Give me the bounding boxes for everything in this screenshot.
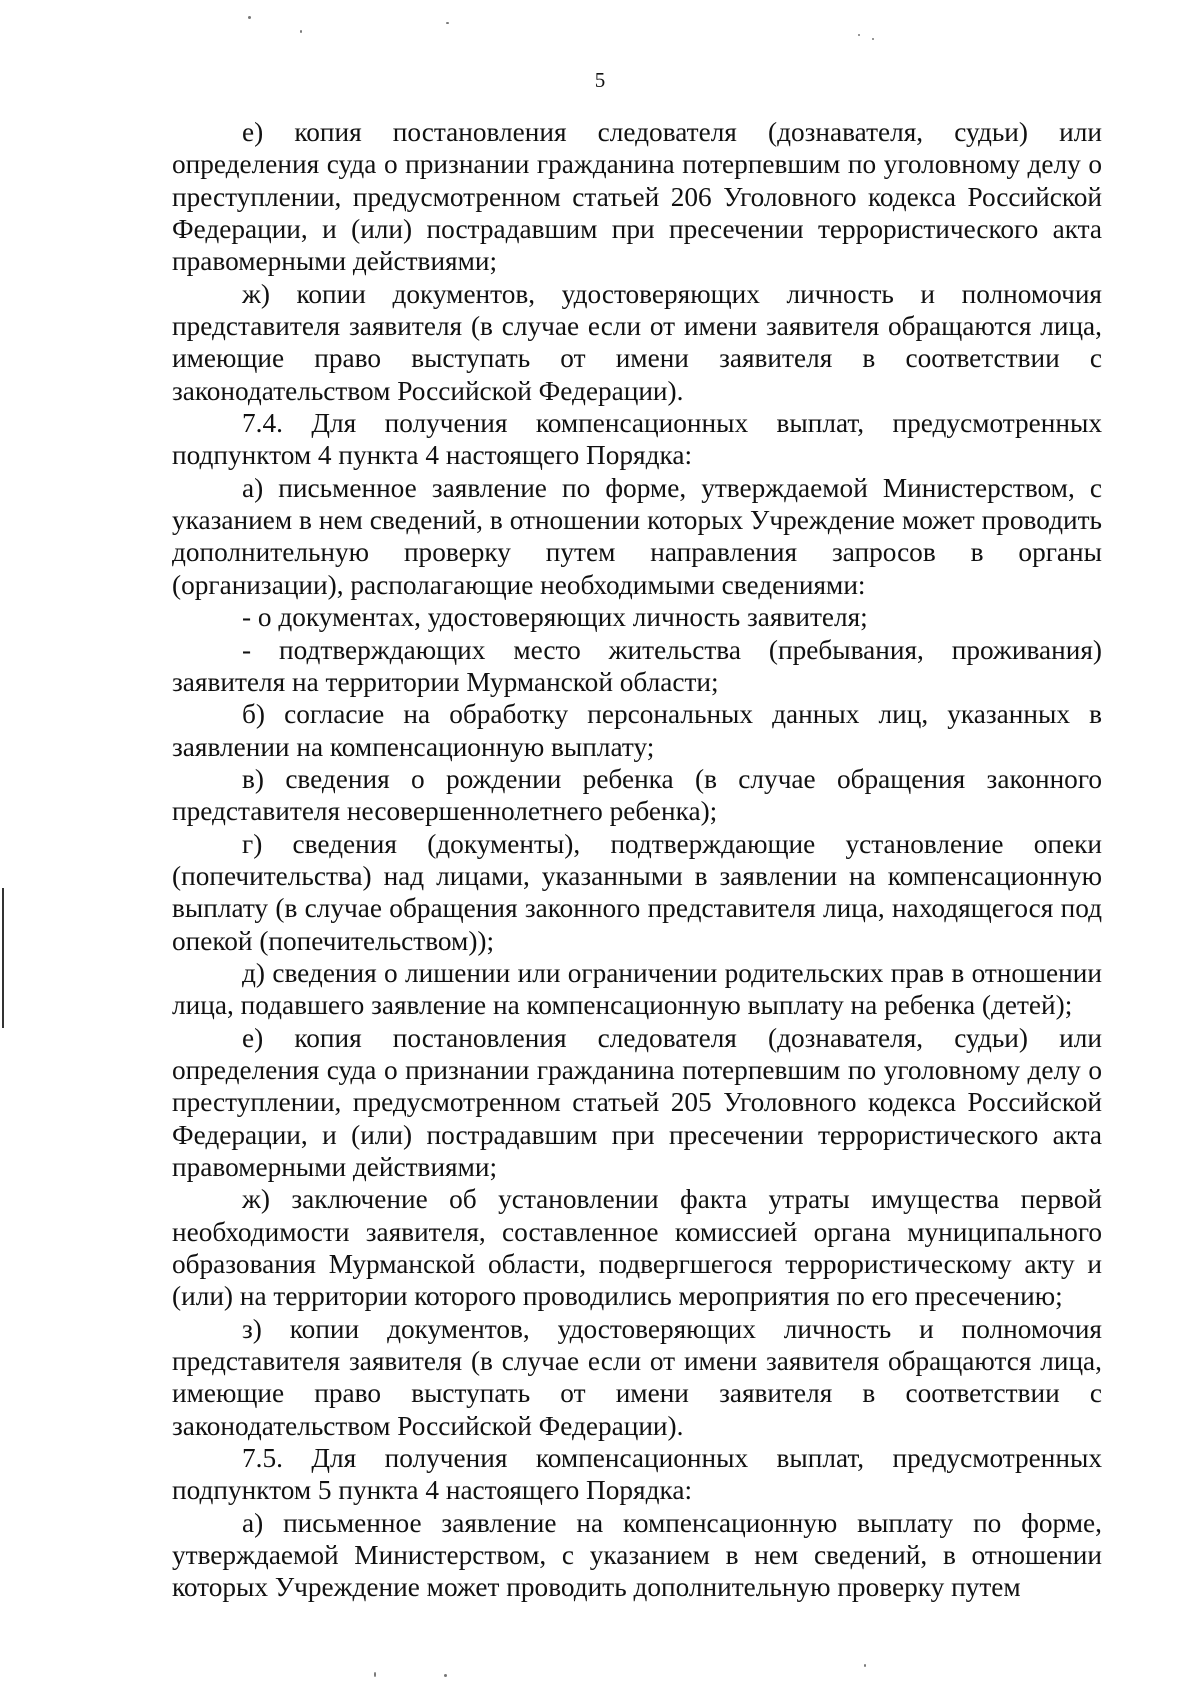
scan-speck	[872, 38, 874, 40]
paragraph-residence-confirmation: - подтверждающих место жительства (пребывания, проживания) заявителя на территории Мурманской области;	[172, 634, 1102, 697]
paragraph-b-personal-data-consent: б) согласие на обработку персональных данных лиц, указанных в заявлении на компенсационную выплату;	[172, 699, 1102, 762]
paragraph-g-guardianship-info: г) сведения (документы), подтверждающие установление опеки (попечительства) над лицами, указанными в заявлении на компенсационную выплату (в случае обращения законного представителя лица, находящегося под опекой (попечительством));	[172, 828, 1102, 956]
scan-speck	[248, 16, 251, 19]
scan-speck	[858, 34, 860, 36]
scan-edge-mark	[2, 888, 4, 1028]
scan-speck	[374, 1672, 376, 1677]
scan-speck	[446, 22, 449, 24]
paragraph-v-child-birth-info: в) сведения о рождении ребенка (в случае обращения законного представителя несовершеннолетнего ребенка);	[172, 763, 1102, 827]
scan-speck	[864, 1664, 866, 1667]
paragraph-zh-representative-documents: ж) копии документов, удостоверяющих личность и полномочия представителя заявителя (в случае если от имени заявителя обращаются лица, имеющие право выступать от имени заявителя в соответствии с законодательством Российской Федерации).	[172, 278, 1102, 406]
paragraph-7-5-heading: 7.5. Для получения компенсационных выплат, предусмотренных подпунктом 5 пункта 4 настоящего Порядка:	[172, 1443, 1102, 1506]
scan-speck	[300, 30, 302, 33]
scan-speck	[444, 1674, 447, 1677]
paragraph-a-application-form: а) письменное заявление на компенсационную выплату по форме, утверждаемой Министерством, с указанием в нем сведений, в отношении которых Учреждение может проводить дополнительную проверку путем	[172, 1507, 1102, 1603]
paragraph-z-representative-documents: з) копии документов, удостоверяющих личность и полномочия представителя заявителя (в случае если от имени заявителя обращаются лица, имеющие право выступать от имени заявителя в соответствии с законодательством Российской Федерации).	[172, 1313, 1102, 1441]
paragraph-e-copy-resolution-205: е) копия постановления следователя (дознавателя, судьи) или определения суда о признании гражданина потерпевшим по уголовному делу о преступлении, предусмотренном статьей 205 Уголовного кодекса Российской Федерации, и (или) пострадавшим при пресечении террористического акта правомерными действиями;	[172, 1022, 1102, 1182]
paragraph-e-copy-resolution-206: е) копия постановления следователя (дознавателя, судьи) или определения суда о признании гражданина потерпевшим по уголовному делу о преступлении, предусмотренном статьей 206 Уголовного кодекса Российской Федерации, и (или) пострадавшим при пресечении террористического акта правомерными действиями;	[172, 117, 1102, 277]
paragraph-a-written-application: а) письменное заявление по форме, утверждаемой Министерством, с указанием в нем сведений, в отношении которых Учреждение может проводить дополнительную проверку путем направления запросов в органы (организации), располагающие необходимыми сведениями:	[172, 472, 1102, 600]
paragraph-zh-property-loss-conclusion: ж) заключение об установлении факта утраты имущества первой необходимости заявителя, составленное комиссией органа муниципального образования Мурманской области, подвергшегося террористическому акту и (или) на территории которого проводились мероприятия по его пресечению;	[172, 1184, 1102, 1312]
page-number: 5	[594, 68, 606, 92]
paragraph-d-parental-rights: д) сведения о лишении или ограничении родительских прав в отношении лица, подавшего заявление на компенсационную выплату на ребенка (детей);	[172, 957, 1102, 1021]
paragraph-7-4-heading: 7.4. Для получения компенсационных выплат, предусмотренных подпунктом 4 пункта 4 настоящего Порядка:	[172, 408, 1102, 471]
document-body	[172, 116, 1102, 1604]
paragraph-identity-documents: - о документах, удостоверяющих личность заявителя;	[242, 602, 868, 633]
